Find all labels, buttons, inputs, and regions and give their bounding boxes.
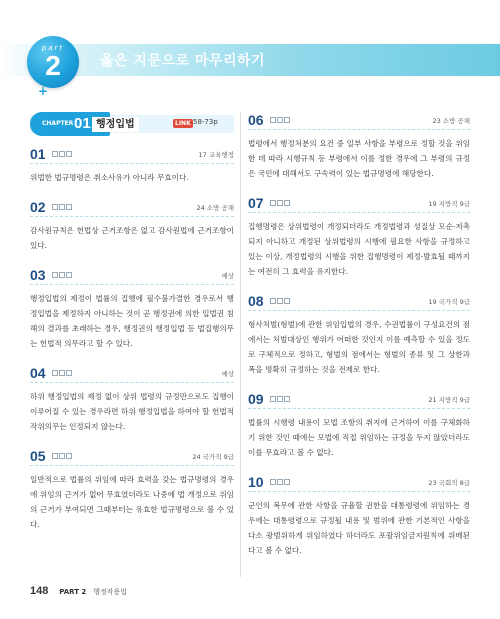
checkbox[interactable] [66,272,72,278]
part-label: part [41,44,65,52]
question-number: 01 [30,146,46,162]
checkbox[interactable] [277,117,283,123]
checkbox[interactable] [59,204,65,210]
question-header [248,474,470,492]
question-number: 07 [248,195,264,211]
check-boxes [52,453,72,459]
question-item [248,112,470,181]
question-number: 05 [30,448,46,464]
question-number: 03 [30,267,46,283]
question-header [30,267,234,285]
question-header [248,293,470,311]
question-number: 04 [30,365,46,381]
checkbox[interactable] [277,396,283,402]
check-boxes [270,200,290,206]
question-header [30,448,234,466]
question-text: 감사원규칙은 헌법상 근거조항은 없고 감사원법에 근거조항이 있다. [30,226,234,250]
question-source: 24 소방 공채 [196,204,234,212]
checkbox[interactable] [59,272,65,278]
checkbox[interactable] [66,453,72,459]
question-number: 10 [248,474,264,490]
checkbox[interactable] [52,370,58,376]
question-item [248,391,470,460]
checkbox[interactable] [59,151,65,157]
checkbox[interactable] [284,117,290,123]
chapter-title: 행정입법 [92,117,139,132]
question-header [30,199,234,217]
checkbox[interactable] [66,151,72,157]
question-text: 형사처벌(형벌)에 관한 위임입법의 경우, 수권법률이 구성요건의 점에서는 처벌대상인 행위가 어떠한 것인지 이를 예측할 수 있을 정도로 구체적으로 정하고, 형벌의 점에서는 형벌의 종류 및 그 상한과 폭을 명확히 규정하는 것을 전제로 한다. [248,320,470,374]
checkbox[interactable] [277,200,283,206]
checkbox[interactable] [277,479,283,485]
check-boxes [52,151,72,157]
question-source: 예상 [221,272,234,280]
checkbox[interactable] [52,272,58,278]
link-pages: 58-73p [193,118,218,126]
page-footer [30,585,127,597]
question-text: 집행명령은 상위법령이 개정되더라도 개정법령과 성질상 모순·저촉되지 아니하고 개정된 상위법령의 시행에 필요한 사항을 규정하고 있는 이상, 개정법령의 시행을 위한 집행명령이 제정·발효될 때까지는 여전히 그 효력을 유지한다. [248,222,470,276]
question-text: 위법한 법규명령은 취소사유가 아니라 무효이다. [30,173,189,182]
check-boxes [270,479,290,485]
question-item [30,365,234,434]
question-number: 02 [30,199,46,215]
checkbox[interactable] [270,117,276,123]
question-source: 19 지방직 9급 [428,200,470,208]
checkbox[interactable] [66,370,72,376]
checkbox[interactable] [59,370,65,376]
question-item [30,199,234,253]
link-badge: LINK [175,120,191,127]
question-source: 23 소방 공채 [432,117,470,125]
question-source: 23 국회직 8급 [428,479,470,487]
question-text: 군인의 복무에 관한 사항을 규율할 권한을 대통령령에 위임하는 경우에는 대통령령으로 규정될 내용 및 범위에 관한 기본적인 사항을 다소 광범위하게 위임하였다 하더라도 포괄위임금지원칙에 위배된다고 볼 수 없다. [248,501,470,555]
checkbox[interactable] [59,453,65,459]
question-item [30,267,234,351]
question-item [30,448,234,532]
footer-part: PART 2 [59,588,87,596]
check-boxes [270,117,290,123]
checkbox[interactable] [52,453,58,459]
question-header [248,112,470,130]
check-boxes [270,396,290,402]
question-item [30,146,234,185]
check-boxes [52,272,72,278]
left-column [30,112,234,546]
checkbox[interactable] [270,479,276,485]
checkbox[interactable] [52,204,58,210]
question-source: 17 교육행정 [198,151,234,159]
chapter-label: CHAPTER [42,120,74,127]
question-text: 하위 행정입법의 제정 없이 상위 법령의 규정만으로도 집행이 이루어질 수 있는 경우라면 하위 행정입법을 하여야 할 헌법적 작위의무는 인정되지 않는다. [30,392,234,431]
question-source: 21 지방직 9급 [428,396,470,404]
checkbox[interactable] [284,479,290,485]
question-item [248,474,470,558]
question-text: 행정입법의 제정이 법률의 집행에 필수불가결한 경우로서 행정입법을 제정하지 아니하는 것이 곧 행정권에 의한 입법권 침해의 결과를 초래하는 경우, 행정권의 행정입법 등 법집행의무는 헌법적 의무라고 할 수 있다. [30,294,234,348]
question-item [248,195,470,279]
checkbox[interactable] [284,396,290,402]
chapter-number: 01 [74,115,91,132]
question-text: 법령에서 행정처분의 요건 중 일부 사항을 부령으로 정할 것을 위임한 데 따라 시행규칙 등 부령에서 이를 정한 경우에 그 부령의 규정은 국민에 대해서도 구속력이 있는 법규명령에 해당한다. [248,139,470,178]
checkbox[interactable] [277,298,283,304]
checkbox[interactable] [66,204,72,210]
question-header [30,146,234,164]
question-number: 08 [248,293,264,309]
checkbox[interactable] [270,396,276,402]
footer-subtitle: 행정작용법 [93,588,127,596]
question-text: 법률의 시행령 내용이 모법 조항의 취지에 근거하여 이를 구체화하기 위한 것인 때에는 모법에 직접 위임하는 규정을 두지 않았더라도 이를 무효라고 볼 수 없다. [248,418,470,457]
checkbox[interactable] [284,200,290,206]
checkbox[interactable] [284,298,290,304]
question-number: 06 [248,112,264,128]
check-boxes [52,370,72,376]
question-item [248,293,470,377]
checkbox[interactable] [52,151,58,157]
part-banner [0,0,500,96]
chapter-header [30,112,234,136]
right-column [248,112,470,572]
question-text: 일반적으로 법률의 위임에 따라 효력을 갖는 법규명령의 경우에 위임의 근거가 없어 무효였더라도 나중에 법 개정으로 위임의 근거가 부여되면 그때부터는 유효한 법규명령으로 볼 수 있다. [30,475,234,529]
check-boxes [52,204,72,210]
column-divider [240,112,241,577]
banner-title: 옳은 지문으로 마무리하기 [100,53,266,69]
question-source: 19 국가직 9급 [428,298,470,306]
part-badge [27,36,79,88]
checkbox[interactable] [270,200,276,206]
question-header [248,195,470,213]
question-header [30,365,234,383]
checkbox[interactable] [270,298,276,304]
question-header [248,391,470,409]
plus-icon: + [38,84,49,98]
question-source: 24 국가직 9급 [192,453,234,461]
question-source: 예상 [221,370,234,378]
page-number: 148 [30,585,49,597]
check-boxes [270,298,290,304]
part-number: 2 [45,50,61,81]
question-number: 09 [248,391,264,407]
